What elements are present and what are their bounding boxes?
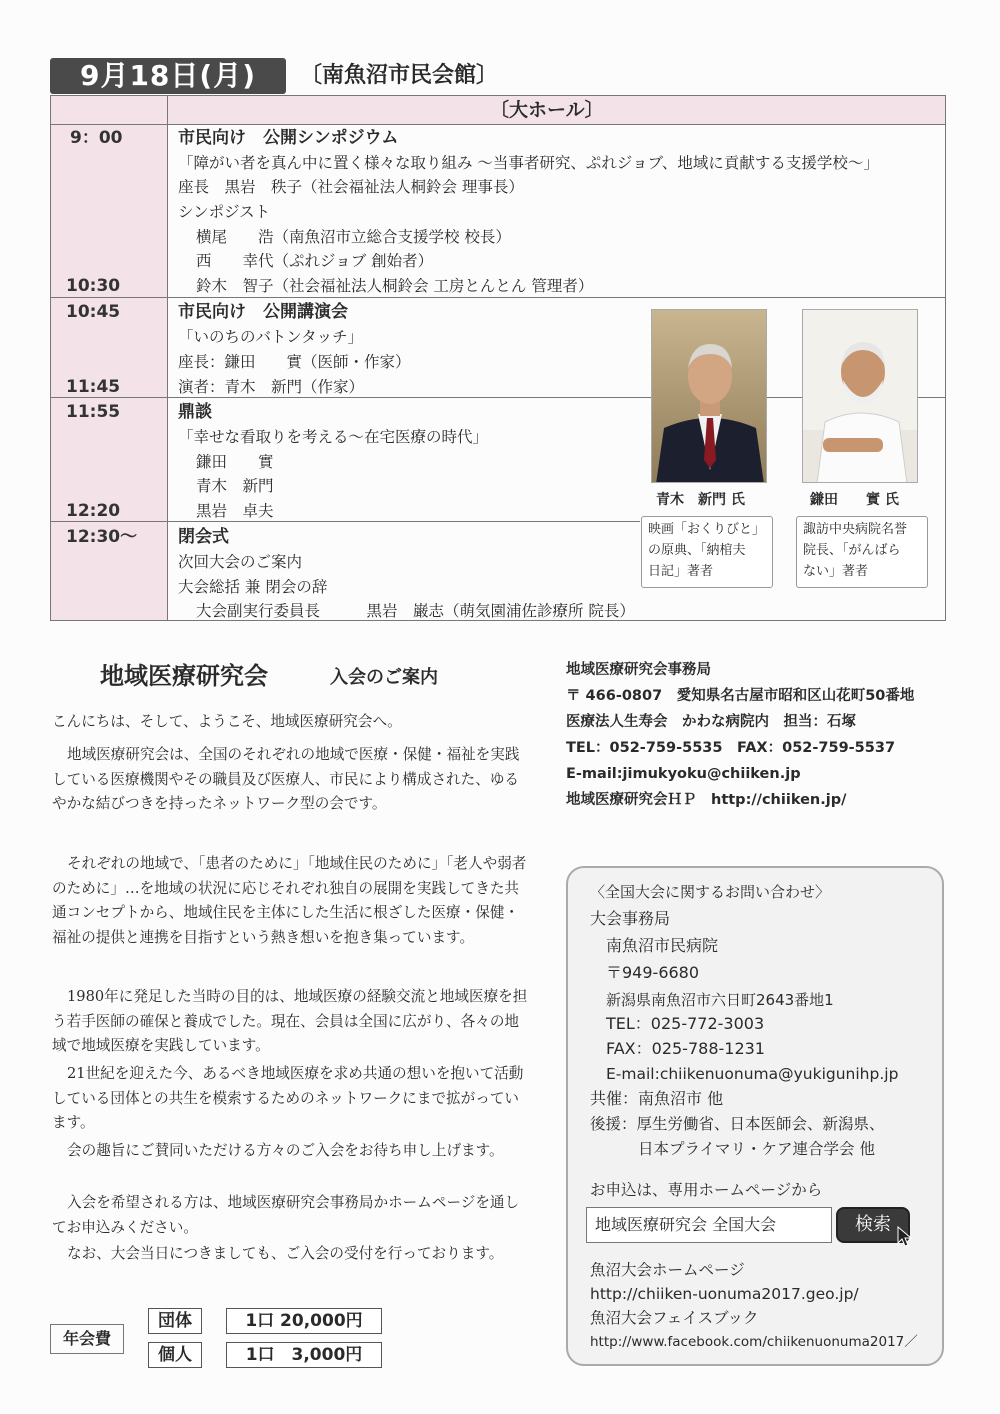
session-start-time: 9：00 xyxy=(70,128,123,148)
session-line: 青木 新門 xyxy=(196,477,274,495)
inquiry-heading: 〈全国大会に関するお問い合わせ〉 xyxy=(590,883,831,901)
membership-paragraph: 地域医療研究会は、全国のそれぞれの地域で医療・保健・福祉を実践している医療機関やその職員及び医療人、市民により構成された、ゆるやかな結びつきを持ったネットワーク型の会です。 xyxy=(52,746,520,812)
inquiry-cosponsor: 共催：南魚沼市 他 xyxy=(590,1089,724,1108)
office-phone: TEL：052-759-5535 FAX：052-759-5537 xyxy=(566,740,896,756)
membership-paragraph: こんにちは、そして、ようこそ、地域医療研究会へ。 xyxy=(52,713,402,730)
note-line: 院長、「がんばら xyxy=(803,543,901,558)
session-line: 横尾 浩（南魚沼市立総合支援学校 校長） xyxy=(196,228,511,246)
membership-paragraph: なお、大会当日につきましても、ご入会の受付を行っております。 xyxy=(67,1245,504,1262)
search-input[interactable]: 地域医療研究会 全国大会 xyxy=(586,1207,832,1243)
annual-fee-label: 年会費 xyxy=(50,1324,124,1354)
session-end-time: 12:20 xyxy=(66,501,121,521)
inquiry-tel: TEL：025-772-3003 xyxy=(606,1014,765,1033)
session-theme: 「障がい者を真ん中に置く様々な取り組み ～当事者研究、ぷれジョブ、地域に貢献する支援学校～」 xyxy=(178,154,879,172)
fee-amount: 1口 3,000円 xyxy=(226,1342,382,1368)
membership-paragraph: 入会を希望される方は、地域医療研究会事務局かホームページを通してお申込みください。 xyxy=(52,1194,520,1236)
membership-subtitle: 入会のご案内 xyxy=(330,667,438,688)
speaker-note xyxy=(796,516,928,588)
session-line: シンポジスト xyxy=(178,203,271,221)
fb-link[interactable]: http://www.facebook.com/chiikenuonuma2017／ xyxy=(590,1334,918,1350)
note-line: 映画「おくりびと」 xyxy=(648,522,766,537)
session-chair: 座長 黒岩 秩子（社会福祉法人桐鈴会 理事長） xyxy=(178,178,524,196)
fb-label: 魚沼大会フェイスブック xyxy=(590,1309,759,1327)
note-line: 日記」著者 xyxy=(648,564,714,579)
office-name: 地域医療研究会事務局 xyxy=(566,662,711,678)
inquiry-postal: 〒949-6680 xyxy=(606,963,700,982)
office-address: 〒 466-0807 愛知県名古屋市昭和区山花町50番地 xyxy=(566,688,915,704)
membership-paragraph: それぞれの地域で、「患者のために」「地域住民のために」「老人や弱者のために」…を地域の状況に応じそれぞれ独自の展開を実践してきた共通コンセプトから、地域住民を主体にした生活に根ざした医療・保健・福祉の提供と連携を目指すという熱き想いを抱き集っています。 xyxy=(52,855,527,946)
membership-paragraph: 21世紀を迎えた今、あるべき地域医療を求め共通の想いを抱いて活動している団体との共生を模索するためのネットワークにまで拡がっています。 xyxy=(52,1065,524,1131)
note-line: 諏訪中央病院名誉 xyxy=(803,522,908,537)
office-email[interactable]: E-mail:jimukyoku@chiiken.jp xyxy=(566,766,801,782)
session-line: 大会総括 兼 閉会の辞 xyxy=(178,578,328,596)
office-org: 医療法人生寿会 かわな病院内 担当：石塚 xyxy=(566,714,856,730)
row-divider xyxy=(50,521,640,522)
inquiry-fax: FAX：025-788-1231 xyxy=(606,1039,765,1058)
pointer-cursor-icon xyxy=(896,1226,916,1248)
fee-type: 個人 xyxy=(148,1342,202,1368)
date-badge: 9月18日(月) xyxy=(50,58,286,94)
portrait-image xyxy=(652,310,767,483)
hall-label: 〔大ホール〕 xyxy=(490,99,604,121)
membership-paragraph: 会の趣旨にご賛同いただける方々のご入会をお待ち申し上げます。 xyxy=(67,1142,504,1159)
session-line: 座長：鎌田 實（医師・作家） xyxy=(178,353,411,371)
session-title: 閉会式 xyxy=(178,527,229,547)
session-title: 鼎談 xyxy=(178,402,212,422)
session-line: 西 幸代（ぷれジョブ 創始者） xyxy=(196,252,434,270)
speaker-photo-kamata xyxy=(802,309,918,483)
search-button[interactable]: 検索 xyxy=(836,1207,910,1243)
session-line: 大会副実行委員長 黒岩 巌志（萌気園浦佐診療所 院長） xyxy=(196,602,635,620)
speaker-name: 鎌田 實 氏 xyxy=(810,492,899,508)
session-line: 黒岩 卓夫 xyxy=(196,502,274,520)
hp-label: 魚沼大会ホームページ xyxy=(590,1261,745,1279)
session-end-time: 10:30 xyxy=(66,276,121,296)
inquiry-support: 後援：厚生労働省、日本医師会、新潟県、 xyxy=(590,1115,885,1133)
membership-paragraph: 1980年に発足した当時の目的は、地域医療の経験交流と地域医療を担う若手医師の確保と養成でした。現在、会員は全国に広がり、各々の地域で地域医療を実践しています。 xyxy=(52,988,528,1054)
speaker-name: 青木 新門 氏 xyxy=(656,492,745,508)
session-start-time: 12:30～ xyxy=(66,527,138,547)
session-theme: 「いのちのバトンタッチ」 xyxy=(178,328,364,346)
inquiry-email[interactable]: E-mail:chiikenuonuma@yukigunihp.jp xyxy=(606,1065,899,1083)
inquiry-org: 大会事務局 xyxy=(590,909,671,928)
session-start-time: 10:45 xyxy=(66,302,121,322)
session-line: 演者：青木 新門（作家） xyxy=(178,378,365,396)
venue-title: 〔南魚沼市民会館〕 xyxy=(300,63,499,88)
portrait-image xyxy=(803,310,918,483)
fee-type: 団体 xyxy=(148,1308,202,1334)
session-title: 市民向け 公開講演会 xyxy=(178,302,348,322)
inquiry-hospital: 南魚沼市民病院 xyxy=(606,936,719,955)
office-homepage[interactable]: 地域医療研究会ＨＰ http://chiiken.jp/ xyxy=(566,792,847,808)
column-divider xyxy=(167,95,168,621)
session-line: 鈴木 智子（社会福祉法人桐鈴会 工房とんとん 管理者） xyxy=(196,277,594,295)
note-line: の原典、「納棺夫 xyxy=(648,543,746,558)
session-start-time: 11:55 xyxy=(66,402,121,422)
inquiry-support: 日本プライマリ・ケア連合学会 他 xyxy=(638,1140,875,1158)
apply-note: お申込は、専用ホームページから xyxy=(590,1181,823,1199)
hp-link[interactable]: http://chiiken-uonuma2017.geo.jp/ xyxy=(590,1285,859,1303)
session-line: 鎌田 實 xyxy=(196,453,274,471)
session-theme: 「幸せな看取りを考える～在宅医療の時代」 xyxy=(178,428,489,446)
note-line: ない」著者 xyxy=(803,564,869,579)
speaker-photo-aoki xyxy=(651,309,767,483)
inquiry-address: 新潟県南魚沼市六日町2643番地1 xyxy=(606,991,834,1009)
fee-amount: 1口 20,000円 xyxy=(226,1308,382,1334)
session-end-time: 11:45 xyxy=(66,377,121,397)
session-line: 次回大会のご案内 xyxy=(178,553,303,571)
session-title: 市民向け 公開シンポジウム xyxy=(178,128,399,148)
speaker-note xyxy=(641,516,773,588)
membership-title: 地域医療研究会 xyxy=(100,662,268,690)
